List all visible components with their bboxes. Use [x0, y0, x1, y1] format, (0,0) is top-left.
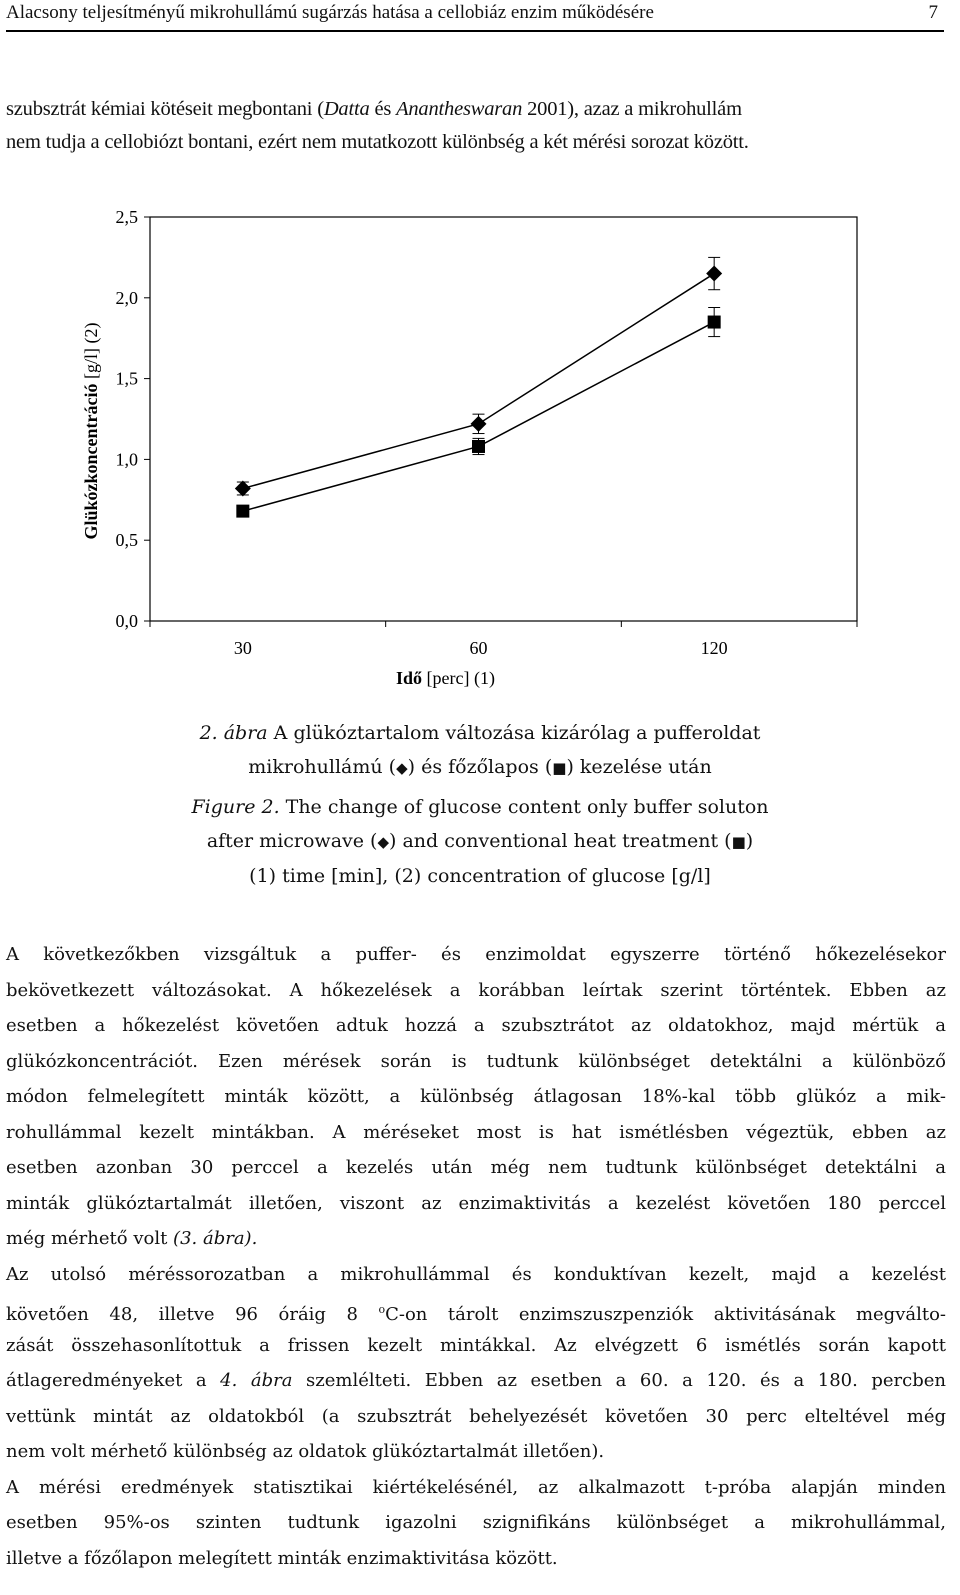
- body-line: nem volt mérhető különbség az oldatok glükóztartalmát illetően).: [6, 1441, 605, 1462]
- body-line: még mérhető volt (3. ábra).: [6, 1228, 258, 1249]
- y-tick-label: 0,5: [115, 530, 138, 551]
- figure-caption-en: [0, 790, 960, 893]
- body-line: illetve a főzőlapon melegített minták enzimaktivitása között.: [6, 1547, 558, 1569]
- body-line: A következőkben vizsgáltuk a puffer- és enzimoldat egyszerre történő hőkezelésekor: [6, 944, 946, 965]
- body-line: átlageredményeket a 4. ábra szemlélteti. Ebben az esetben a 60. a 120. és a 180. percben: [6, 1370, 946, 1391]
- y-axis-label: Glükózkoncentráció [g/l] (2): [81, 322, 101, 540]
- data-point-diamond: [706, 266, 722, 282]
- intro-line-1: szubsztrát kémiai kötéseit megbontani (Datta és Anantheswaran 2001), azaz a mikrohullám: [6, 98, 742, 120]
- data-point-square: [472, 440, 485, 453]
- caption-hu-line-1: 2. ábra A glükóztartalom változása kizárólag a pufferoldat: [199, 722, 761, 744]
- data-point-diamond: [235, 480, 251, 496]
- body-line: Az utolsó méréssorozatban a mikrohullámmal és konduktívan kezelt, majd a kezelést: [6, 1263, 946, 1285]
- intro-line-2: nem tudja a cellobiózt bontani, ezért nem mutatkozott különbség a két mérési sorozat között.: [6, 131, 749, 153]
- series-line-diamond: [243, 274, 714, 489]
- figure-caption-hu: [0, 716, 960, 785]
- body-line: bekövetkezett változásokat. A hőkezelések a korábban leírtak szerint történtek. Ebben az: [6, 979, 946, 1001]
- y-tick-label: 2,5: [115, 207, 138, 227]
- body-line: esetben a hőkezelést követően adtuk hozzá a szubsztrátot az oldatokhoz, majd mértük a: [6, 1015, 946, 1036]
- glucose-chart: [70, 205, 870, 695]
- y-tick-label: 2,0: [115, 287, 138, 308]
- data-point-diamond: [471, 416, 487, 432]
- caption-en-line-3: (1) time [min], (2) concentration of glucose [g/l]: [249, 865, 711, 887]
- square-marker-icon: ■: [552, 759, 567, 777]
- body-line: vettünk mintát az oldatokból (a szubsztrát behelyezését követően 30 perc elteltével még: [6, 1405, 946, 1427]
- body-line: követően 48, illetve 96 óráig 8 $^o$C-on tárolt enzimszuszpenziók aktivitásának megválto-: [6, 1303, 946, 1325]
- plot-frame: [150, 217, 857, 621]
- data-point-square: [708, 316, 721, 329]
- running-title: Alacsony teljesítményű mikrohullámú sugárzás hatása a cellobiáz enzim működésére: [6, 2, 654, 23]
- body-line: esetben 95%-os szinten tudtunk igazolni szignifikáns különbséget a mikrohullámmal,: [6, 1512, 946, 1533]
- y-tick-label: 1,5: [115, 368, 138, 389]
- y-tick-label: 0,0: [115, 611, 138, 631]
- x-axis-label: Idő [perc] (1): [396, 668, 495, 688]
- caption-en-line-1: Figure 2. The change of glucose content only buffer soluton: [191, 796, 769, 818]
- diamond-marker-icon: ◆: [377, 833, 389, 851]
- intro-paragraph: [6, 93, 946, 159]
- square-marker-icon: ■: [731, 833, 746, 851]
- body-text: [6, 937, 946, 1576]
- x-tick-label: 120: [700, 638, 728, 658]
- running-header: [6, 0, 944, 32]
- y-tick-label: 1,0: [115, 449, 138, 470]
- caption-en-line-2: after microwave (◆) and conventional heat treatment (■): [206, 830, 754, 852]
- caption-hu-line-2: mikrohullámú (◆) és főzőlapos (■) kezelése után: [248, 756, 712, 778]
- diamond-marker-icon: ◆: [396, 759, 408, 777]
- body-line: esetben azonban 30 perccel a kezelés után még nem tudtunk különbséget detektálni a: [6, 1157, 946, 1178]
- body-line: A mérési eredmények statisztikai kiértékelésénél, az alkalmazott t-próba alapján minden: [6, 1476, 946, 1498]
- body-line: minták glükóztartalmát illetően, viszont az enzimaktivitás a kezelést követően 180 perccel: [6, 1192, 946, 1214]
- body-line: rohullámmal kezelt mintákban. A méréseket most is hat ismétlésben végeztük, ebben az: [6, 1121, 946, 1143]
- page-number: 7: [928, 2, 938, 23]
- body-line: módon felmelegített minták között, a különbség átlagosan 18%-kal több glükóz a mik-: [6, 1086, 946, 1107]
- data-point-square: [236, 505, 249, 518]
- x-tick-label: 30: [233, 638, 252, 658]
- x-tick-label: 60: [469, 638, 488, 658]
- body-line: zását összehasonlítottuk a frissen kezelt mintákkal. Az elvégzett 6 ismétlés során kapott: [6, 1334, 946, 1356]
- body-line: glükózkoncentrációt. Ezen mérések során is tudtunk különbséget detektálni a különböző: [6, 1050, 946, 1072]
